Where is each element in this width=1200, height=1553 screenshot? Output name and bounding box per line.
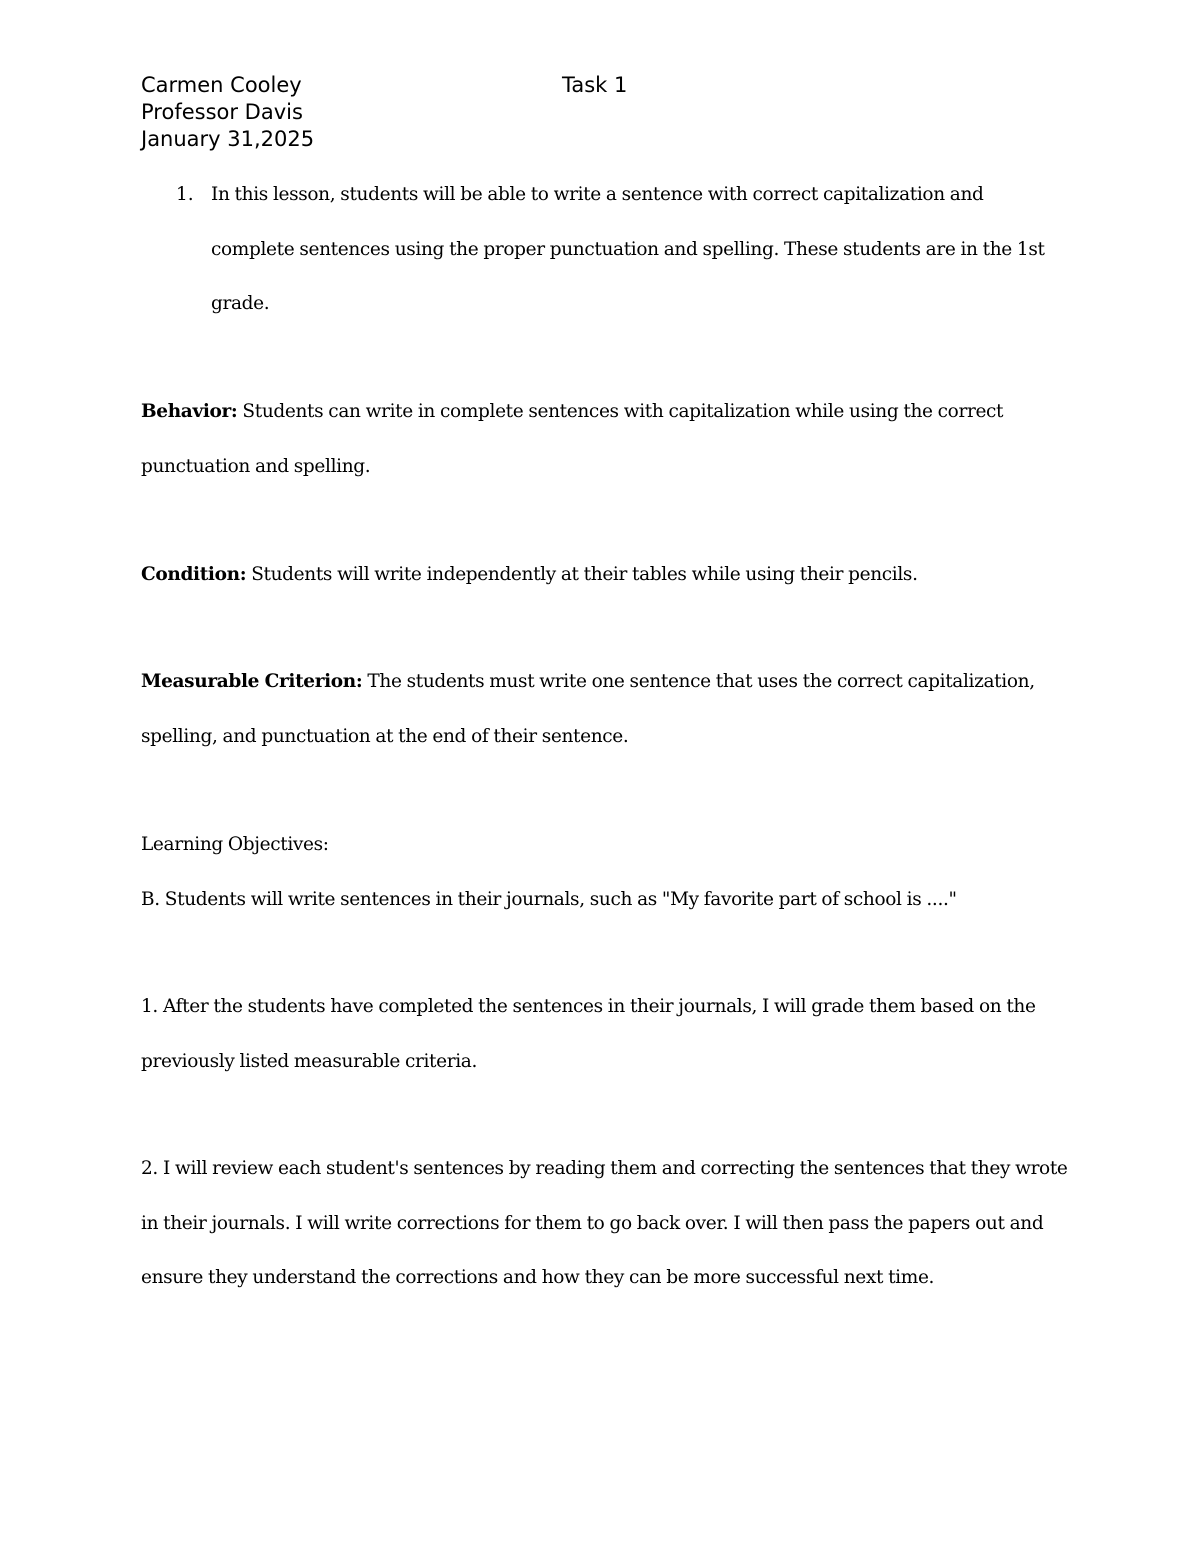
condition-label: Condition: xyxy=(141,564,247,585)
behavior-paragraph xyxy=(141,385,1071,494)
professor-name: Professor Davis xyxy=(141,100,303,124)
condition-paragraph xyxy=(141,548,1071,603)
document-date: January 31,2025 xyxy=(141,127,315,151)
list-number: 1. xyxy=(176,184,194,205)
behavior-label: Behavior: xyxy=(141,401,238,422)
lesson-description: In this lesson, students will be able to write a sentence with correct capitalization and complete sentences using the proper punctuation and spelling. These students are in the 1st grade. xyxy=(211,184,1045,314)
objectives-heading: Learning Objectives: xyxy=(141,834,329,855)
assessment-step-1: 1. After the students have completed the sentences in their journals, I will grade them based on the previously listed measurable criteria. xyxy=(141,996,1036,1072)
task-title: Task 1 xyxy=(562,73,628,97)
criterion-paragraph xyxy=(141,655,1071,764)
criterion-label: Measurable Criterion: xyxy=(141,671,363,692)
criterion-text: The students must write one sentence that uses the correct capitalization, spelling, and punctuation at the end of their sentence. xyxy=(141,671,1035,747)
behavior-text: Students can write in complete sentences with capitalization while using the correct punctuation and spelling. xyxy=(141,401,1004,477)
objective-b: B. Students will write sentences in their journals, such as "My favorite part of school is ...." xyxy=(141,889,957,910)
condition-text: Students will write independently at their tables while using their pencils. xyxy=(246,564,918,585)
assessment-step-2: 2. I will review each student's sentences by reading them and correcting the sentences that they wrote in their journals. I will write corrections for them to go back over. I will then pass the papers out and ensure they understand the corrections and how they can be more successful next time. xyxy=(141,1158,1068,1288)
author-name: Carmen Cooley xyxy=(141,73,302,97)
